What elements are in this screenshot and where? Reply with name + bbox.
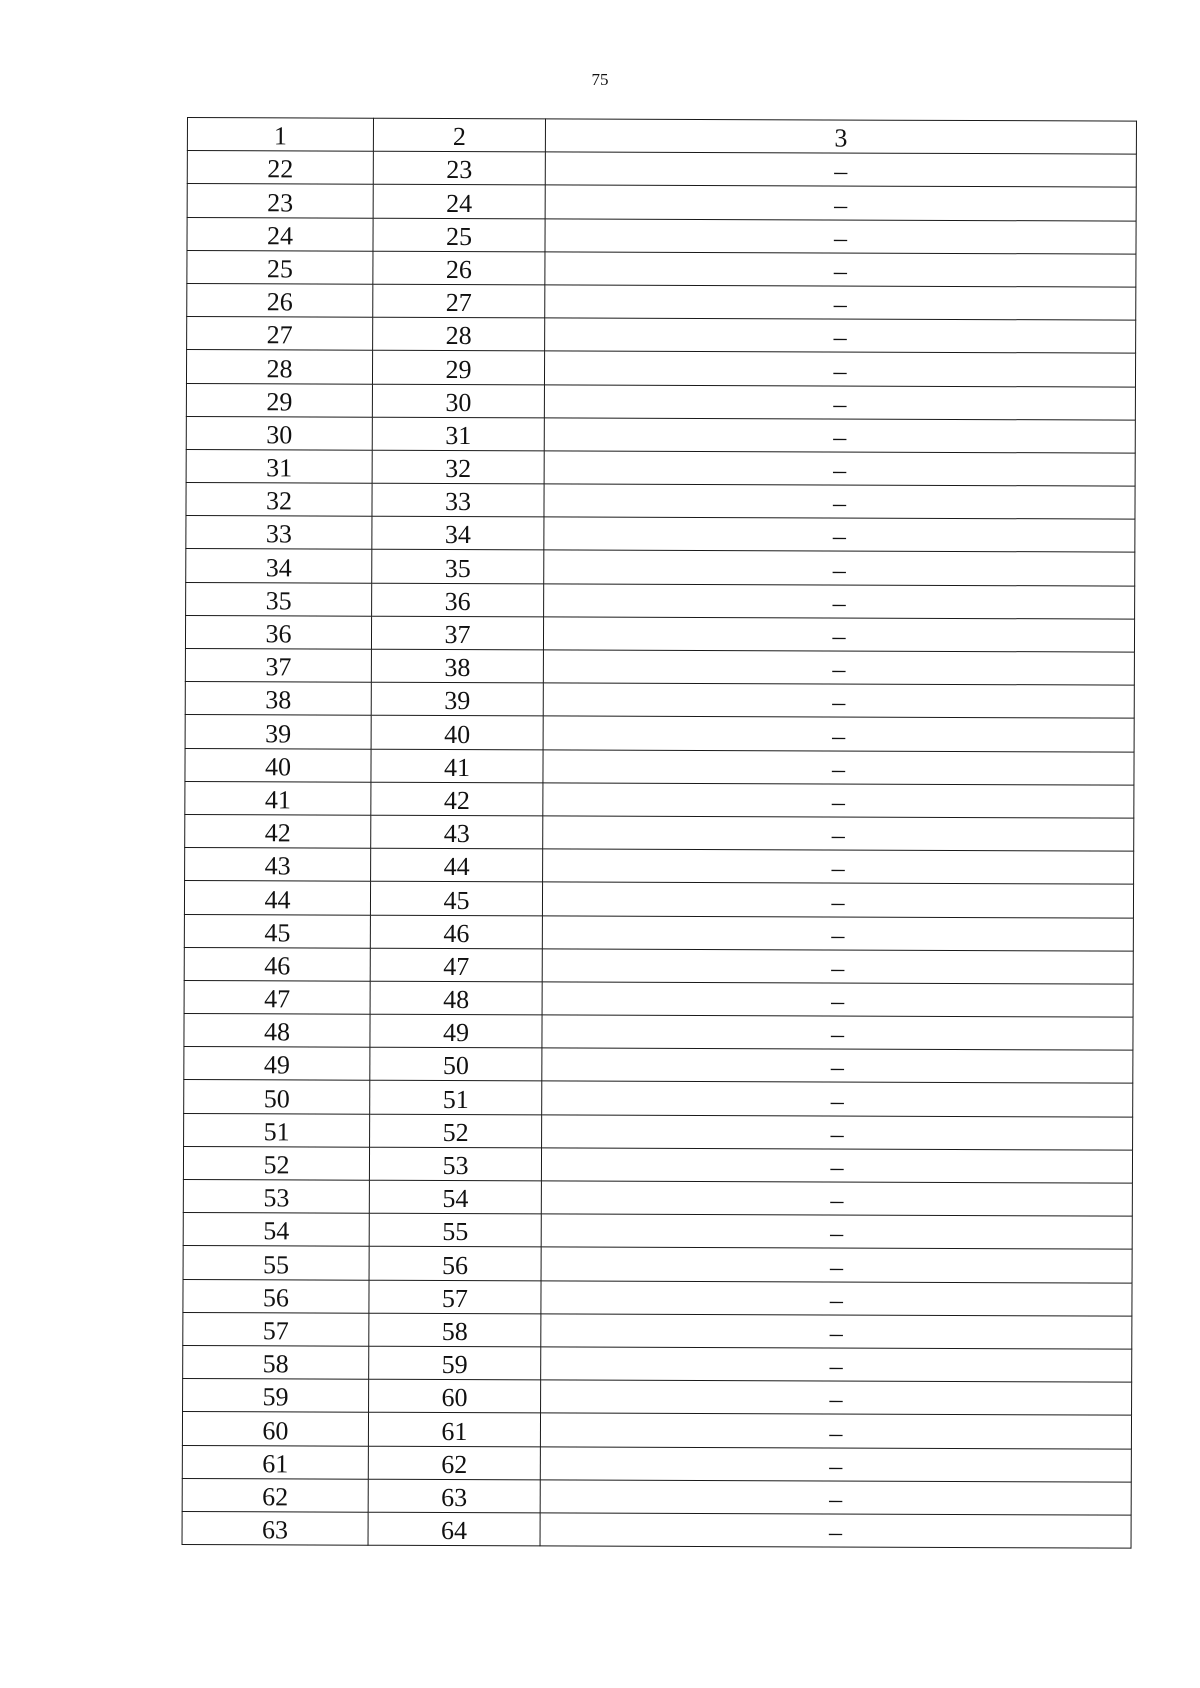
table-cell-col-3: –: [543, 783, 1134, 818]
table-cell-col-1: 23: [187, 184, 373, 218]
data-table: [182, 117, 1137, 1549]
table-cell-col-1: 39: [185, 715, 371, 749]
table-row: [187, 217, 1136, 254]
table-cell-col-2: 62: [368, 1446, 540, 1480]
table-cell-col-2: 45: [370, 882, 542, 916]
table-cell-col-2: 44: [371, 848, 543, 882]
table-cell-col-3: –: [543, 650, 1134, 685]
column-header-3: 3: [545, 119, 1136, 154]
table-cell-col-2: 29: [372, 351, 544, 385]
table-cell-col-2: 56: [369, 1247, 541, 1281]
table-cell-col-1: 51: [184, 1113, 370, 1147]
table-cell-col-2: 48: [370, 981, 542, 1015]
table-cell-col-1: 62: [182, 1478, 368, 1512]
table-cell-col-3: –: [542, 1048, 1133, 1083]
table-cell-col-3: –: [544, 517, 1135, 552]
table-cell-col-1: 56: [183, 1279, 369, 1313]
table-cell-col-2: 34: [372, 516, 544, 550]
table-cell-col-1: 35: [186, 582, 372, 616]
table-cell-col-2: 63: [368, 1479, 540, 1513]
table-cell-col-2: 46: [370, 915, 542, 949]
table-row: [187, 250, 1136, 287]
table-row: [183, 1179, 1132, 1216]
table-cell-col-1: 49: [184, 1047, 370, 1081]
table-cell-col-1: 26: [187, 283, 373, 317]
table-cell-col-3: –: [541, 1148, 1132, 1183]
table-cell-col-3: –: [543, 816, 1134, 851]
table-cell-col-2: 64: [368, 1512, 540, 1546]
table-cell-col-3: –: [545, 318, 1136, 353]
table-cell-col-3: –: [542, 1015, 1133, 1050]
table-cell-col-1: 27: [187, 317, 373, 351]
table-row: [186, 516, 1135, 553]
table-cell-col-3: –: [543, 617, 1134, 652]
table-row: [186, 449, 1135, 486]
table-row: [183, 1279, 1132, 1316]
table-cell-col-3: –: [543, 683, 1134, 718]
table-row: [185, 615, 1134, 652]
table-cell-col-3: –: [542, 949, 1133, 984]
table-cell-col-3: –: [544, 351, 1135, 386]
table-row: [184, 1047, 1133, 1084]
table-cell-col-2: 43: [371, 815, 543, 849]
table-cell-col-1: 54: [183, 1213, 369, 1247]
table-cell-col-2: 52: [370, 1114, 542, 1148]
table-cell-col-3: –: [543, 849, 1134, 884]
table-cell-col-2: 37: [371, 616, 543, 650]
table-cell-col-1: 33: [186, 516, 372, 550]
table-cell-col-2: 35: [372, 550, 544, 584]
table-row: [187, 283, 1136, 320]
table-cell-col-2: 36: [372, 583, 544, 617]
table-cell-col-1: 50: [184, 1080, 370, 1114]
table-cell-col-2: 28: [373, 317, 545, 351]
table-cell-col-2: 33: [372, 483, 544, 517]
table-cell-col-2: 24: [373, 185, 545, 219]
table-cell-col-1: 58: [183, 1345, 369, 1379]
table-row: [183, 1146, 1132, 1183]
table-cell-col-2: 53: [369, 1147, 541, 1181]
table-cell-col-3: –: [541, 1380, 1132, 1415]
table-cell-col-1: 24: [187, 217, 373, 251]
table-row: [184, 881, 1133, 918]
table-row: [186, 350, 1135, 387]
table-cell-col-2: 31: [372, 417, 544, 451]
table-row: [182, 1478, 1131, 1515]
table-row: [186, 549, 1135, 586]
table-header-row: [187, 118, 1136, 155]
table-cell-col-1: 30: [186, 416, 372, 450]
table-cell-col-2: 25: [373, 218, 545, 252]
table-cell-col-3: –: [542, 982, 1133, 1017]
table-cell-col-2: 40: [371, 716, 543, 750]
table-cell-col-2: 27: [373, 284, 545, 318]
table-cell-col-1: 38: [185, 682, 371, 716]
table-row: [184, 1080, 1133, 1117]
table-cell-col-2: 57: [369, 1280, 541, 1314]
table-row: [185, 715, 1134, 752]
table-cell-col-3: –: [545, 152, 1136, 187]
table-row: [183, 1345, 1132, 1382]
table-cell-col-3: –: [544, 418, 1135, 453]
table-row: [184, 1014, 1133, 1051]
table-cell-col-1: 34: [186, 549, 372, 583]
table-cell-col-1: 42: [185, 814, 371, 848]
table-cell-col-2: 23: [373, 151, 545, 185]
table-cell-col-2: 60: [369, 1379, 541, 1413]
table-cell-col-3: –: [545, 218, 1136, 253]
table-row: [182, 1445, 1131, 1482]
table-cell-col-2: 30: [372, 384, 544, 418]
table-cell-col-1: 36: [185, 615, 371, 649]
table-cell-col-3: –: [541, 1314, 1132, 1349]
table-cell-col-3: –: [543, 749, 1134, 784]
table-cell-col-1: 40: [185, 748, 371, 782]
table-cell-col-3: –: [541, 1347, 1132, 1382]
table-cell-col-1: 25: [187, 250, 373, 284]
table-row: [183, 1312, 1132, 1349]
table-cell-col-1: 53: [183, 1179, 369, 1213]
table-cell-col-2: 61: [368, 1413, 540, 1447]
table-cell-col-3: –: [544, 550, 1135, 585]
table-cell-col-3: –: [541, 1181, 1132, 1216]
table-row: [182, 1412, 1131, 1449]
table-row: [186, 383, 1135, 420]
table-cell-col-2: 58: [369, 1313, 541, 1347]
table-row: [184, 914, 1133, 951]
table-row: [184, 1113, 1133, 1150]
table-cell-col-1: 32: [186, 483, 372, 517]
column-header-2: 2: [373, 118, 545, 152]
table-cell-col-1: 28: [186, 350, 372, 384]
table-cell-col-2: 49: [370, 1014, 542, 1048]
data-table-container: [182, 117, 1136, 1549]
table-row: [185, 748, 1134, 785]
table-cell-col-2: 41: [371, 749, 543, 783]
table-row: [187, 151, 1136, 188]
table-cell-col-2: 42: [371, 782, 543, 816]
table-cell-col-1: 44: [184, 881, 370, 915]
table-row: [184, 947, 1133, 984]
table-cell-col-3: –: [541, 1280, 1132, 1315]
table-cell-col-1: 52: [183, 1146, 369, 1180]
table-cell-col-2: 59: [369, 1346, 541, 1380]
table-cell-col-1: 48: [184, 1014, 370, 1048]
table-row: [187, 184, 1136, 221]
table-cell-col-3: –: [540, 1513, 1131, 1548]
table-cell-col-2: 39: [371, 682, 543, 716]
table-row: [186, 416, 1135, 453]
table-cell-col-3: –: [545, 185, 1136, 220]
table-row: [185, 814, 1134, 851]
table-cell-col-1: 61: [182, 1445, 368, 1479]
table-cell-col-2: 54: [369, 1180, 541, 1214]
table-cell-col-3: –: [544, 484, 1135, 519]
table-row: [182, 1511, 1131, 1548]
table-cell-col-2: 50: [370, 1047, 542, 1081]
table-cell-col-2: 26: [373, 251, 545, 285]
table-cell-col-3: –: [544, 451, 1135, 486]
table-cell-col-1: 57: [183, 1312, 369, 1346]
table-cell-col-3: –: [540, 1413, 1131, 1448]
table-row: [183, 1379, 1132, 1416]
table-cell-col-2: 47: [370, 948, 542, 982]
table-row: [187, 317, 1136, 354]
table-cell-col-2: 32: [372, 450, 544, 484]
table-cell-col-1: 31: [186, 449, 372, 483]
table-cell-col-1: 55: [183, 1246, 369, 1280]
table-row: [183, 1213, 1132, 1250]
table-row: [185, 848, 1134, 885]
table-body: [182, 118, 1136, 1549]
table-cell-col-3: –: [544, 583, 1135, 618]
table-cell-col-1: 22: [187, 151, 373, 185]
table-cell-col-3: –: [545, 252, 1136, 287]
table-row: [185, 781, 1134, 818]
table-cell-col-1: 29: [186, 383, 372, 417]
table-row: [184, 980, 1133, 1017]
table-cell-col-3: –: [541, 1247, 1132, 1282]
table-cell-col-2: 51: [370, 1081, 542, 1115]
page-number: 75: [591, 70, 609, 89]
table-cell-col-1: 60: [182, 1412, 368, 1446]
table-cell-col-3: –: [540, 1480, 1131, 1515]
table-cell-col-3: –: [542, 915, 1133, 950]
table-cell-col-3: –: [541, 1214, 1132, 1249]
table-row: [185, 682, 1134, 719]
table-cell-col-1: 45: [184, 914, 370, 948]
table-cell-col-3: –: [544, 384, 1135, 419]
table-row: [183, 1246, 1132, 1283]
table-row: [186, 483, 1135, 520]
table-cell-col-1: 47: [184, 980, 370, 1014]
table-cell-col-1: 41: [185, 781, 371, 815]
table-cell-col-3: –: [545, 285, 1136, 320]
table-cell-col-1: 63: [182, 1511, 368, 1545]
table-cell-col-3: –: [543, 716, 1134, 751]
table-row: [185, 648, 1134, 685]
table-cell-col-3: –: [542, 1081, 1133, 1116]
table-cell-col-3: –: [542, 882, 1133, 917]
table-cell-col-2: 38: [371, 649, 543, 683]
table-cell-col-3: –: [540, 1446, 1131, 1481]
column-header-1: 1: [187, 118, 373, 152]
table-cell-col-1: 37: [185, 648, 371, 682]
table-row: [186, 582, 1135, 619]
table-cell-col-3: –: [542, 1114, 1133, 1149]
table-cell-col-1: 46: [184, 947, 370, 981]
table-cell-col-1: 59: [183, 1379, 369, 1413]
table-cell-col-1: 43: [185, 848, 371, 882]
table-cell-col-2: 55: [369, 1213, 541, 1247]
